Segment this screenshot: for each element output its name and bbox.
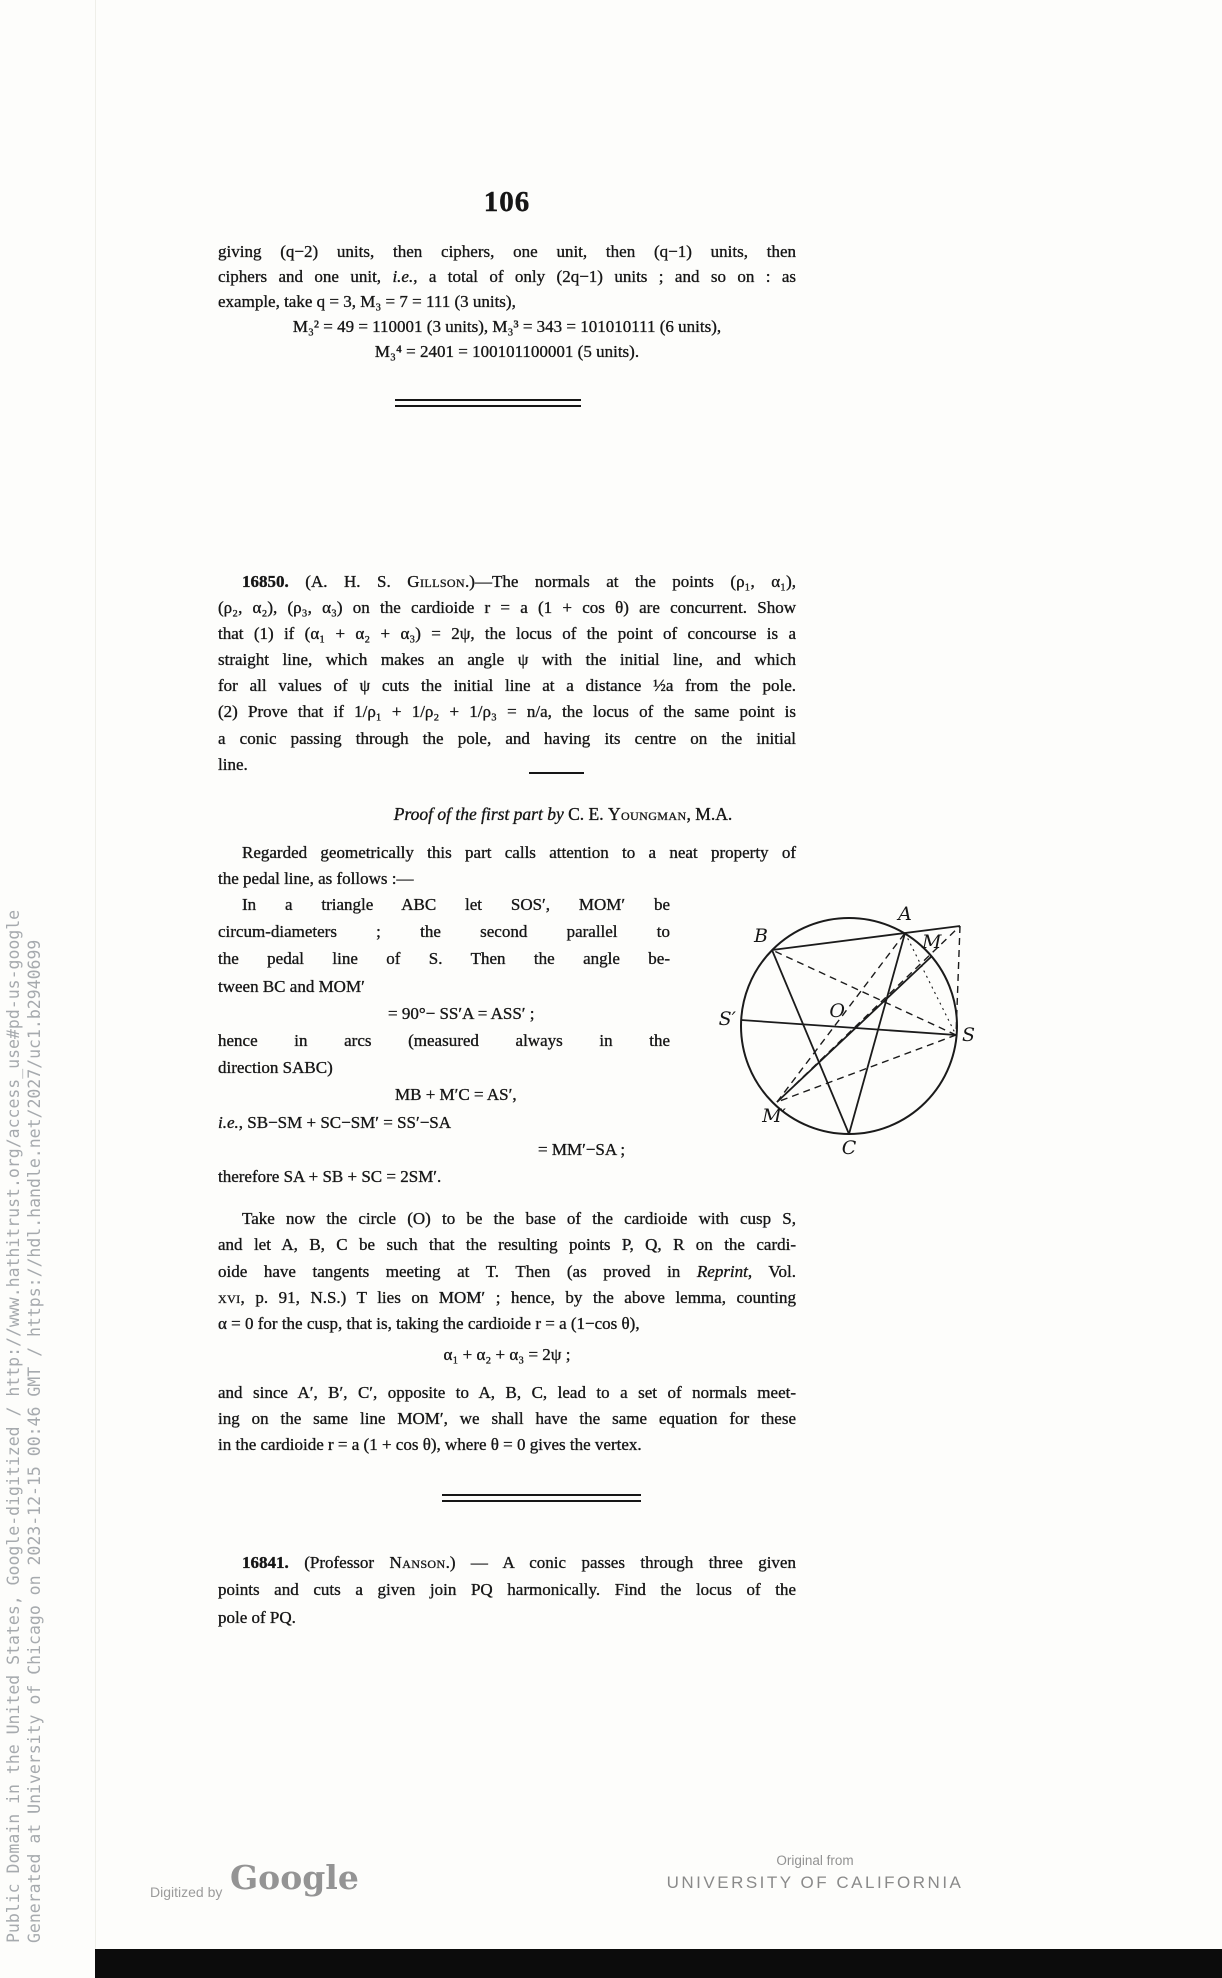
page-number: 106 — [483, 186, 531, 218]
lemma-derivation — [218, 891, 670, 1190]
text-line: hence in arcs (measured always in the — [218, 1031, 670, 1051]
text-line: oide have tangents meeting at T. Then (as proved in Reprint, Vol. — [218, 1261, 796, 1281]
label-S: S — [962, 1024, 976, 1046]
text-line: (ρ₂, α₂), (ρ₃, α₃) on the cardioide r = a (1 + cos θ) are concurrent. Show — [218, 598, 796, 618]
text-line: and let A, B, C be such that the resulting points P, Q, R on the cardi- — [218, 1235, 796, 1255]
text-line: giving (q−2) units, then ciphers, one unit, then (q−1) units, then — [218, 242, 796, 261]
text-line: the pedal line of S. Then the angle be- — [218, 949, 670, 969]
text-line: ciphers and one unit, i.e., a total of only (2q−1) units ; and so on : as — [218, 267, 796, 286]
proof-heading — [218, 801, 796, 827]
label-B: B — [754, 925, 768, 947]
double-rule-divider — [395, 399, 581, 407]
label-A: A — [898, 903, 912, 925]
text-line: circum-diameters ; the second parallel to — [218, 922, 670, 942]
scan-black-bar — [95, 1949, 1222, 1978]
text-line: example, take q = 3, M₃ = 7 = 111 (3 units), — [218, 292, 516, 311]
page-edge-line — [95, 0, 96, 1978]
text-line: M₃⁴ = 2401 = 100101100001 (5 units). — [374, 342, 640, 361]
text-line: i.e., SB−SM + SC−SM′ = SS′−SA — [218, 1112, 452, 1132]
original-from-label: Original from — [776, 1853, 854, 1868]
text-line: xvi, p. 91, N.S.) T lies on MOM′ ; hence, by the above lemma, counting — [218, 1287, 796, 1307]
label-M: M — [922, 931, 942, 953]
problem-16841 — [218, 1549, 796, 1631]
text-line: = 90°− SS′A = ASS′ ; — [388, 1003, 535, 1023]
alpha-equation: α₁ + α₂ + α₃ = 2ψ ; — [443, 1345, 571, 1364]
text-line: (2) Prove that if 1/ρ₁ + 1/ρ₂ + 1/ρ₃ = n/a, the locus of the same point is — [218, 702, 796, 722]
text-line: Take now the circle (O) to be the base of the cardioide with cusp S, — [242, 1209, 796, 1228]
double-rule-divider-2 — [442, 1494, 641, 1502]
text-line: In a triangle ABC let SOS′, MOM′ be — [242, 895, 670, 914]
institution-label: UNIVERSITY OF CALIFORNIA — [666, 1873, 964, 1892]
text-line: MB + M′C = AS′, — [395, 1085, 517, 1105]
figure-labels — [719, 903, 975, 1159]
label-M-prime: M′ — [762, 1105, 786, 1127]
text-line: that (1) if (α₁ + α₂ + α₃) = 2ψ, the locus of the point of concourse is a — [218, 624, 796, 644]
text-line: ing on the same line MOM′, we shall have the same equation for these — [218, 1409, 796, 1428]
text-line: the pedal line, as follows :— — [218, 869, 414, 888]
text-line: in the cardioide r = a (1 + cos θ), where θ = 0 gives the vertex. — [218, 1435, 642, 1454]
text-line: α = 0 for the cusp, that is, taking the cardioide r = a (1−cos θ), — [218, 1314, 640, 1334]
short-rule — [529, 772, 584, 774]
sidebar-provenance-line-1: Generated at University of Chicago on 2023-12-15 00:46 GMT / https://hdl.handle.net/2027/uc1.b2940699 — [25, 939, 44, 1943]
text-line: = MM′−SA ; — [538, 1139, 626, 1159]
text-line: pole of PQ. — [218, 1607, 296, 1627]
text-line: a conic passing through the pole, and having its centre on the initial — [218, 728, 796, 748]
closing-paragraph — [218, 1380, 796, 1458]
label-C: C — [841, 1137, 857, 1159]
text-line: 16850. (A. H. S. Gillson.)—The normals at the points (ρ₁, α₁), — [242, 572, 796, 591]
text-line: straight line, which makes an angle ψ with the initial line, and which — [218, 650, 796, 670]
text-line: for all values of ψ cuts the initial line at a distance ½a from the pole. — [218, 676, 796, 696]
text-line: Regarded geometrically this part calls attention to a neat property of — [242, 843, 796, 862]
text-line: line. — [218, 754, 248, 774]
cardioide-paragraph — [218, 1206, 796, 1337]
text-line: and since A′, B′, C′, opposite to A, B, C, lead to a set of normals meet- — [218, 1383, 796, 1402]
text-line: therefore SA + SB + SC = 2SM′. — [218, 1167, 442, 1187]
text-line: M₃² = 49 = 110001 (3 units), M₃³ = 343 = 101010111 (6 units), — [292, 317, 722, 336]
google-logo: Google — [230, 1858, 359, 1897]
geometry-figure — [712, 898, 978, 1160]
text-line: Proof of the first part by C. E. Youngman, M.A. — [393, 804, 733, 824]
label-O: O — [829, 1000, 845, 1022]
problem-16850 — [218, 569, 796, 778]
label-S-prime: S′ — [718, 1008, 736, 1030]
lemma-intro — [218, 840, 796, 892]
intro-paragraph — [218, 239, 796, 364]
sidebar-provenance-line-2: Public Domain in the United States, Google-digitized / http://www.hathitrust.org/access_use#pd-us-google — [4, 909, 23, 1943]
text-line: points and cuts a given join PQ harmonically. Find the locus of the — [218, 1580, 796, 1600]
text-line: direction SABC) — [218, 1058, 333, 1078]
text-line: 16841. (Professor Nanson.) — A conic passes through three given — [242, 1553, 796, 1572]
text-line: tween BC and MOM′ — [218, 976, 365, 996]
digitized-by-label: Digitized by — [150, 1884, 223, 1900]
